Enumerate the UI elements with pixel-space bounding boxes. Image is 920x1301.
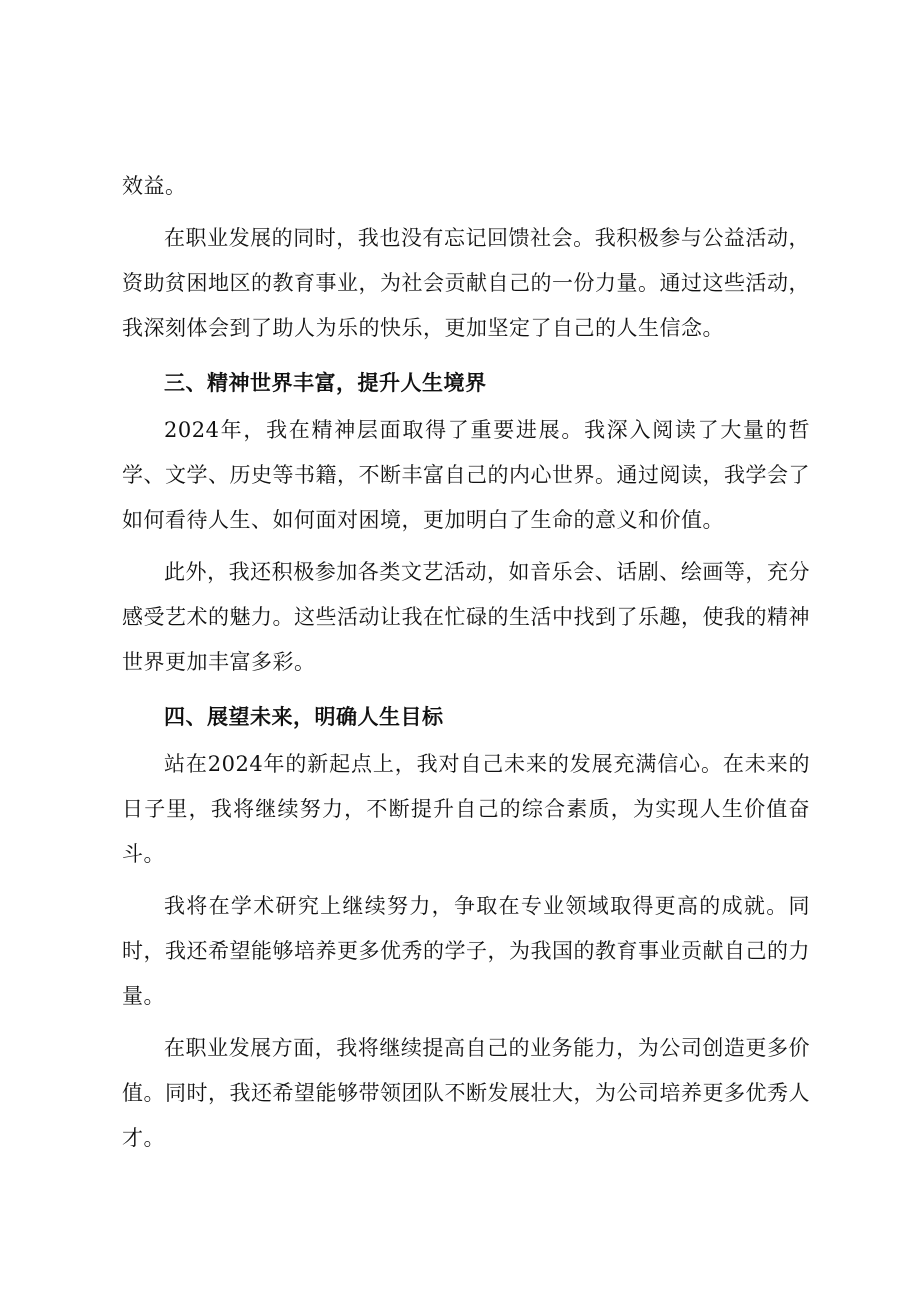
paragraph-career: 在职业发展方面，我将继续提高自己的业务能力，为公司创造更多价值。同时，我还希望能够带领团队不断发展壮大，为公司培养更多优秀人才。 [122, 1036, 810, 1150]
paragraph-academic: 我将在学术研究上继续努力，争取在专业领域取得更高的成就。同时，我还希望能够培养更多优秀的学子，为我国的教育事业贡献自己的力量。 [122, 894, 810, 1008]
paragraph-arts: 此外，我还积极参加各类文艺活动，如音乐会、话剧、绘画等，充分感受艺术的魅力。这些活动让我在忙碌的生活中找到了乐趣，使我的精神世界更加丰富多彩。 [122, 560, 810, 674]
paragraph-outlook: 站在2024年的新起点上，我对自己未来的发展充满信心。在未来的日子里，我将继续努力，不断提升自己的综合素质，为实现人生价值奋斗。 [122, 752, 810, 866]
paragraph-reading: 2024年，我在精神层面取得了重要进展。我深入阅读了大量的哲学、文学、历史等书籍，不断丰富自己的内心世界。通过阅读，我学会了如何看待人生、如何面对困境，更加明白了生命的意义和价值。 [122, 418, 810, 532]
section-heading-spiritual: 三、精神世界丰富，提升人生境界 [164, 371, 487, 395]
document-body [122, 164, 810, 1168]
paragraph-charity: 在职业发展的同时，我也没有忘记回馈社会。我积极参与公益活动，资助贫困地区的教育事业，为社会贡献自己的一份力量。通过这些活动，我深刻体会到了助人为乐的快乐，更加坚定了自己的人生信念。 [122, 226, 810, 340]
section-heading-future: 四、展望未来，明确人生目标 [164, 705, 444, 729]
paragraph-continuation: 效益。 [122, 174, 187, 198]
